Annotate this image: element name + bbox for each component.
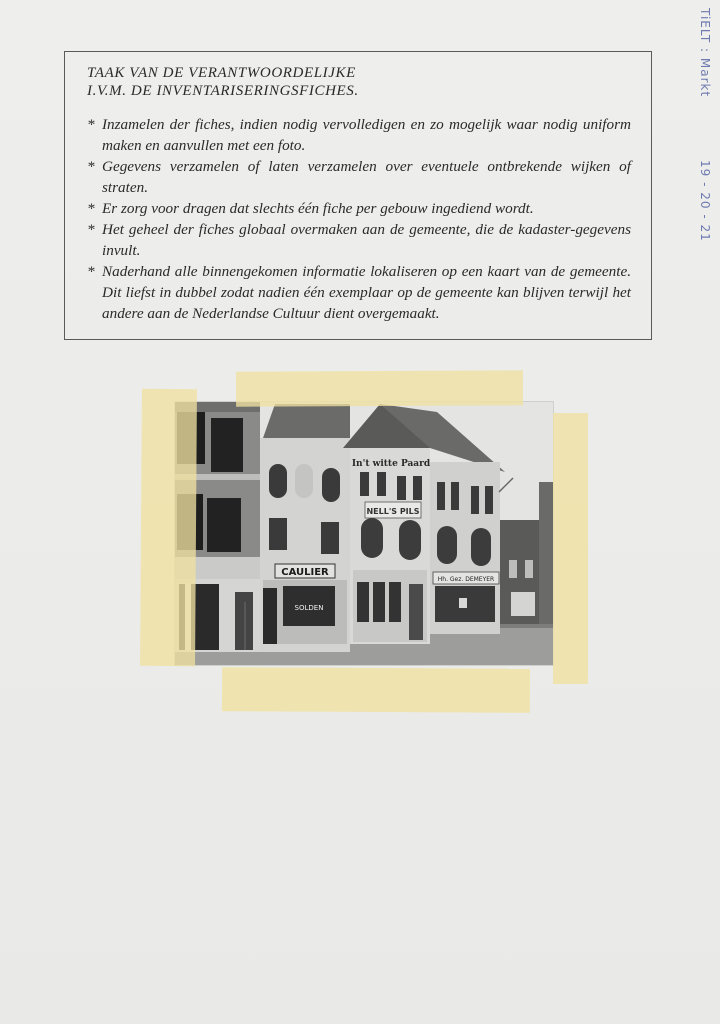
street-scene	[175, 402, 553, 665]
sign-window: SOLDEN	[294, 604, 324, 612]
handwritten-location: TiELT : Markt	[698, 8, 712, 98]
tape-strip-bottom	[222, 667, 530, 713]
task-item	[87, 198, 631, 219]
title-line-1: TAAK VAN DE VERANTWOORDELIJKE	[87, 65, 356, 81]
title-line-2: I.V.M. DE INVENTARISERINGSFICHES.	[87, 83, 359, 99]
bullet-marker: *	[87, 116, 95, 133]
sign-caulier: CAULIER	[281, 567, 329, 578]
instruction-box	[64, 51, 652, 340]
sign-inn: In't witte Paard	[351, 459, 431, 469]
bullet-marker: *	[87, 263, 95, 280]
tape-strip-top	[236, 370, 523, 407]
tape-strip-left	[140, 389, 197, 666]
tape-strip-right	[553, 413, 588, 684]
bullet-marker: *	[87, 221, 95, 238]
handwritten-numbers: 19 - 20 - 21	[698, 160, 712, 242]
task-text: Gegevens verzamelen of laten verzamelen over eventuele ontbrekende wijken of straten.	[102, 158, 631, 196]
task-item	[87, 156, 631, 198]
instruction-title	[87, 64, 631, 100]
task-text: Het geheel der fiches globaal overmaken aan de gemeente, die de kadaster-gegevens invult.	[102, 221, 631, 259]
task-item	[87, 114, 631, 156]
task-list	[87, 114, 631, 324]
task-item	[87, 219, 631, 261]
task-text: Er zorg voor dragen dat slechts één fiche per gebouw ingediend wordt.	[102, 200, 534, 217]
task-text: Naderhand alle binnengekomen informatie lokaliseren op een kaart van de gemeente. Dit liefst in dubbel zodat nadien één exemplaar op de gemeente kan blijven terwijl het andere aan de Nederlandse Cultuur dient overgemaakt.	[102, 263, 631, 322]
bullet-marker: *	[87, 200, 95, 217]
building-photo	[175, 402, 553, 665]
task-item	[87, 261, 631, 324]
margin-handwriting	[690, 8, 720, 278]
sign-beer: NELL'S PILS	[366, 507, 420, 516]
sign-demeyer: Hh. Gez. DEMEYER	[437, 576, 495, 583]
bullet-marker: *	[87, 158, 95, 175]
task-text: Inzamelen der fiches, indien nodig vervolledigen en zo mogelijk waar nodig uniform maken en aanvullen met een foto.	[102, 116, 631, 154]
